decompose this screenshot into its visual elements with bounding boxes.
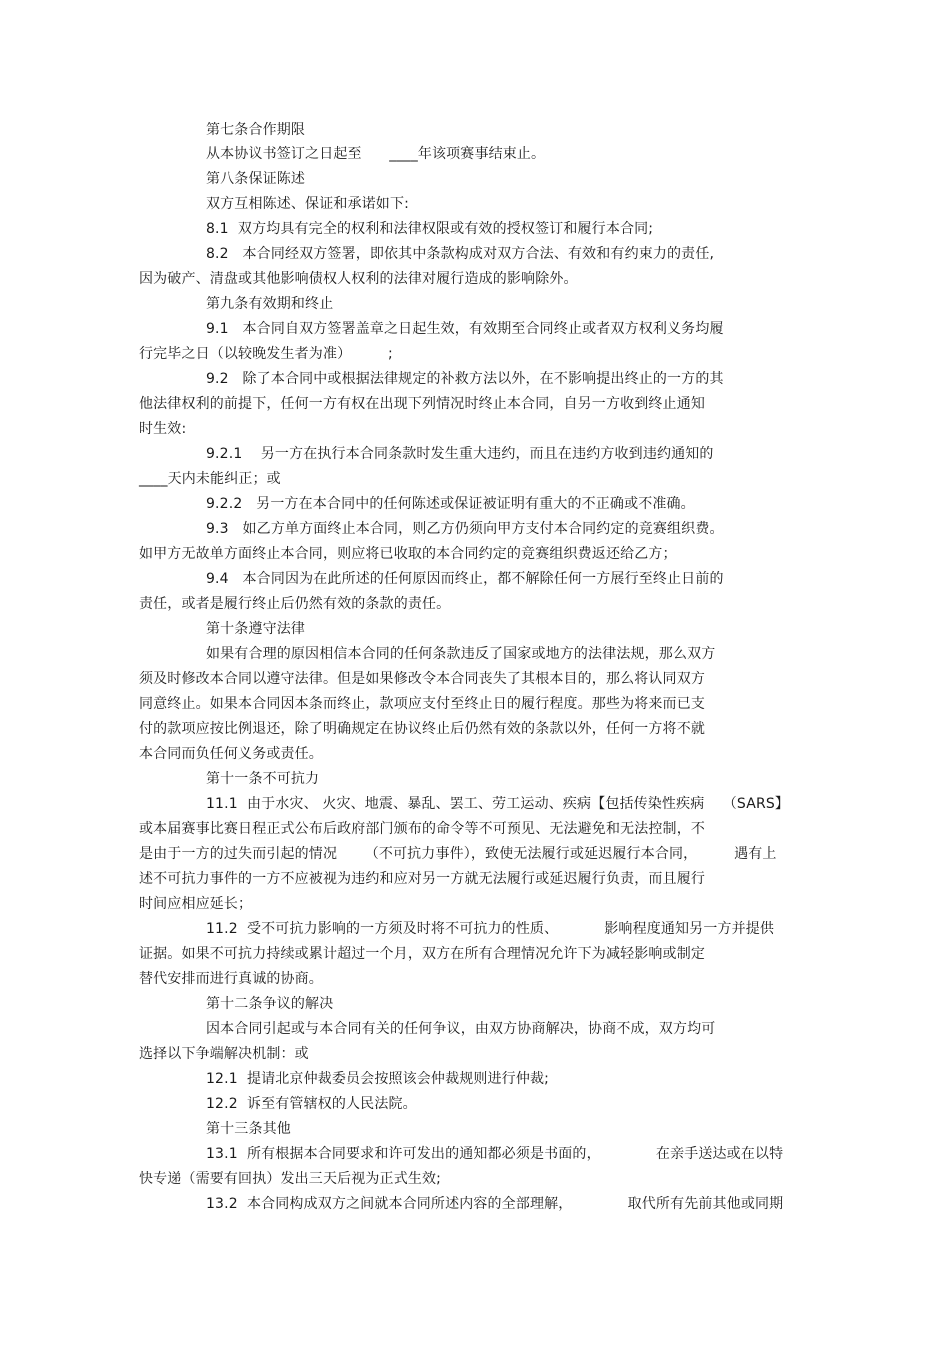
text-line: 须及时修改本合同以遵守法律。但是如果修改令本合同丧失了其根本目的，那么将认同双方 <box>139 671 705 687</box>
text-line: 因本合同引起或与本合同有关的任何争议，由双方协商解决，协商不成，双方均可 <box>206 1021 716 1037</box>
text-line: 证据。如果不可抗力持续或累计超过一个月，双方在所有合理情况允许下为减轻影响或制定 <box>139 946 705 962</box>
text-line: 他法律权利的前提下，任何一方有权在出现下列情况时终止本合同，自另一方收到终止通知 <box>139 396 705 412</box>
text-line: 同意终止。如果本合同因本条而终止，款项应支付至终止日的履行程度。那些为将来而已支 <box>139 696 705 712</box>
clause-12-1: 12.1 提请北京仲裁委员会按照该会仲裁规则进行仲裁; <box>206 1071 549 1087</box>
clause-12-2: 12.2 诉至有管辖权的人民法院。 <box>206 1096 417 1112</box>
text-line: 如甲方无故单方面终止本合同，则应将已收取的本合同约定的竞赛组织费返还给乙方； <box>139 546 677 562</box>
text-line: 因为破产、清盘或其他影响债权人权利的法律对履行造成的影响除外。 <box>139 271 578 287</box>
clause-9-2-1: 9.2.1 另一方在执行本合同条款时发生重大违约，而且在违约方收到违约通知的 <box>206 446 714 462</box>
article-11-heading: 第十一条不可抗力 <box>206 771 320 787</box>
text-line: 行完毕之日（以较晚发生者为准） ; <box>139 346 393 362</box>
clause-8-2: 8.2 本合同经双方签署，即依其中条款构成对双方合法、有效和有约束力的责任, <box>206 246 715 262</box>
clause-9-2-2: 9.2.2 另一方在本合同中的任何陈述或保证被证明有重大的不正确或不准确。 <box>206 496 695 512</box>
text-line: 如果有合理的原因相信本合同的任何条款违反了国家或地方的法律法规，那么双方 <box>206 646 716 662</box>
text-line: 替代安排而进行真诚的协商。 <box>139 971 323 987</box>
clause-9-1: 9.1 本合同自双方签署盖章之日起生效，有效期至合同终止或者双方权利义务均履 <box>206 321 724 337</box>
text-line: 选择以下争端解决机制：或 <box>139 1046 309 1062</box>
text-line: ____天内未能纠正；或 <box>139 471 281 487</box>
article-9-heading: 第九条有效期和终止 <box>206 296 334 312</box>
clause-13-1: 13.1 所有根据本合同要求和许可发出的通知都必须是书面的， 在亲手送达或在以特 <box>206 1146 784 1162</box>
article-12-heading: 第十二条争议的解决 <box>206 996 334 1012</box>
clause-11-2: 11.2 受不可抗力影响的一方须及时将不可抗力的性质、 影响程度通知另一方并提供 <box>206 921 775 937</box>
clause-11-1: 11.1 由于水灾、 火灾、地震、暴乱、罢工、劳工运动、疾病【包括传染性疾病 （SARS】 <box>206 796 790 812</box>
text-line: 责任，或者是履行终止后仍然有效的条款的责任。 <box>139 596 451 612</box>
text-line: 从本协议书签订之日起至 ____年该项赛事结束止。 <box>206 146 546 162</box>
clause-9-2: 9.2 除了本合同中或根据法律规定的补救方法以外，在不影响提出终止的一方的其 <box>206 371 724 387</box>
text-line: 述不可抗力事件的一方不应被视为违约和应对另一方就无法履行或延迟履行负责，而且履行 <box>139 871 705 887</box>
text-line: 快专递（需要有回执）发出三天后视为正式生效; <box>139 1171 442 1187</box>
article-10-heading: 第十条遵守法律 <box>206 621 306 637</box>
article-8-heading: 第八条保证陈述 <box>206 171 306 187</box>
text-line: 或本届赛事比赛日程正式公布后政府部门颁布的命令等不可预见、无法避免和无法控制，不 <box>139 821 705 837</box>
text-line: 本合同而负任何义务或责任。 <box>139 746 323 762</box>
article-7-heading: 第七条合作期限 <box>206 122 306 138</box>
clause-13-2: 13.2 本合同构成双方之间就本合同所述内容的全部理解， 取代所有先前其他或同期 <box>206 1196 784 1212</box>
clause-9-4: 9.4 本合同因为在此所述的任何原因而终止，都不解除任何一方展行至终止日前的 <box>206 571 724 587</box>
clause-9-3: 9.3 如乙方单方面终止本合同，则乙方仍须向甲方支付本合同约定的竞赛组织费。 <box>206 521 724 537</box>
text-line: 双方互相陈述、保证和承诺如下: <box>206 196 409 212</box>
text-line: 是由于一方的过失而引起的情况 （不可抗力事件），致使无法履行或延迟履行本合同， 遇有上 <box>139 846 777 862</box>
clause-8-1: 8.1 双方均具有完全的权利和法律权限或有效的授权签订和履行本合同; <box>206 221 654 237</box>
text-line: 付的款项应按比例退还，除了明确规定在协议终止后仍然有效的条款以外，任何一方将不就 <box>139 721 705 737</box>
text-line: 时间应相应延长； <box>139 896 253 912</box>
text-line: 时生效: <box>139 421 187 437</box>
article-13-heading: 第十三条其他 <box>206 1121 291 1137</box>
